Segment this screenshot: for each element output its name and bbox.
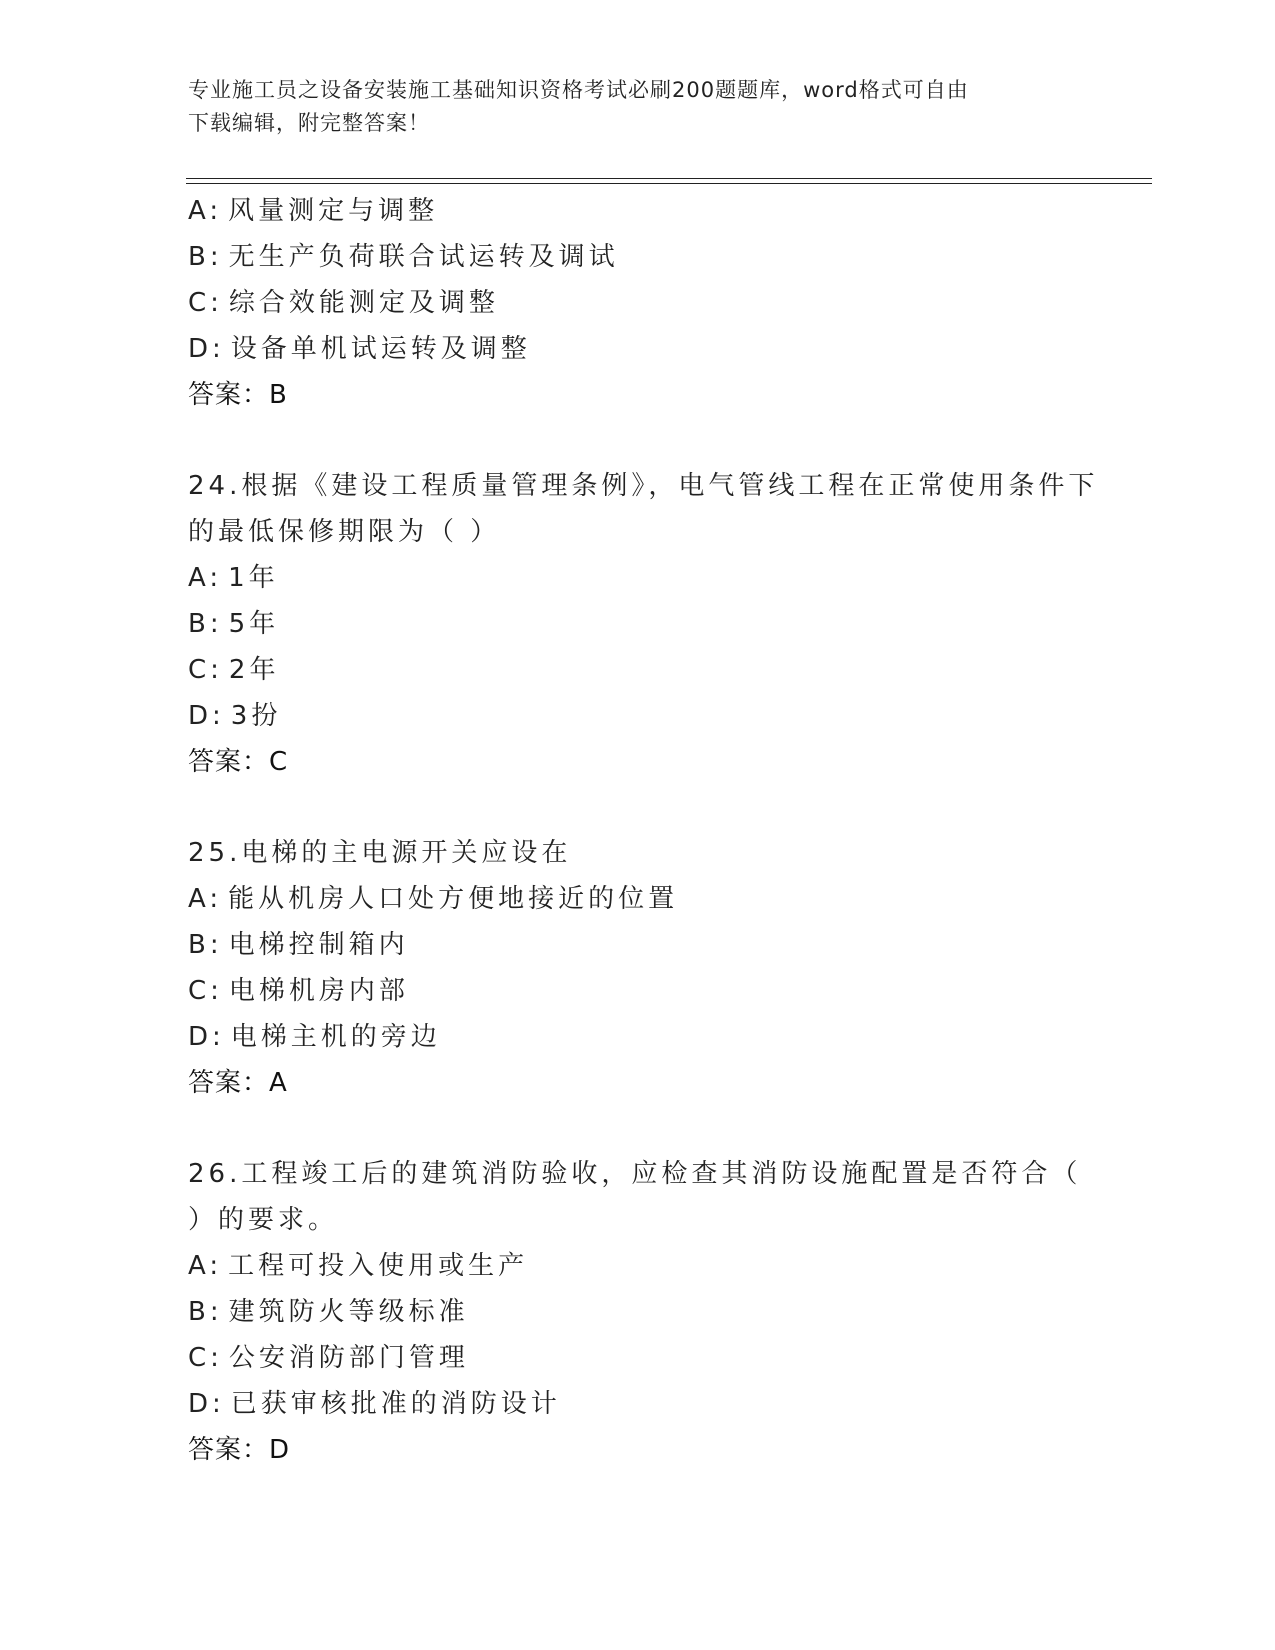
question-block-carryover [188,188,1128,418]
option-d: D: 电梯主机的旁边 [188,1022,441,1052]
question-block-24 [188,463,1128,785]
option-d: D: 设备单机试运转及调整 [188,334,531,364]
question-stem-line-1: 25.电梯的主电源开关应设在 [188,838,572,868]
option-c: C: 综合效能测定及调整 [188,288,499,318]
question-block-26 [188,1151,1128,1473]
answer-line: 答案：A [188,1068,288,1098]
question-stem-line-1: 26.工程竣工后的建筑消防验收，应检查其消防设施配置是否符合（ [188,1159,1082,1189]
header-divider-top [186,178,1152,179]
header-note-line-1: 专业施工员之设备安装施工基础知识资格考试必刷200题题库，word格式可自由 [188,78,969,102]
option-c: C: 2年 [188,655,280,685]
question-stem-line-2: 的最低保修期限为（ ） [188,517,501,547]
option-a: A: 能从机房人口处方便地接近的位置 [188,884,679,914]
question-stem-line-2: ）的要求。 [188,1205,339,1235]
option-c: C: 电梯机房内部 [188,976,409,1006]
question-spacer [188,785,1128,830]
question-list [188,188,1128,1473]
header-divider-bottom [186,183,1152,184]
answer-line: 答案：B [188,380,288,410]
question-spacer [188,418,1128,463]
option-d: D: 已获审核批准的消防设计 [188,1389,561,1419]
header-note [188,74,1088,140]
option-b: B: 电梯控制箱内 [188,930,409,960]
option-a: A: 工程可投入使用或生产 [188,1251,529,1281]
option-b: B: 无生产负荷联合试运转及调试 [188,242,619,272]
header-note-line-2: 下载编辑，附完整答案！ [188,111,430,135]
option-a: A: 1年 [188,563,279,593]
option-d: D: 3扮 [188,701,282,731]
question-block-25 [188,830,1128,1106]
question-stem-line-1: 24.根据《建设工程质量管理条例》，电气管线工程在正常使用条件下 [188,471,1099,501]
option-c: C: 公安消防部门管理 [188,1343,469,1373]
answer-line: 答案：C [188,747,289,777]
option-b: B: 建筑防火等级标准 [188,1297,469,1327]
option-b: B: 5年 [188,609,280,639]
option-a: A: 风量测定与调整 [188,196,439,226]
answer-line: 答案：D [188,1435,291,1465]
question-spacer [188,1106,1128,1151]
